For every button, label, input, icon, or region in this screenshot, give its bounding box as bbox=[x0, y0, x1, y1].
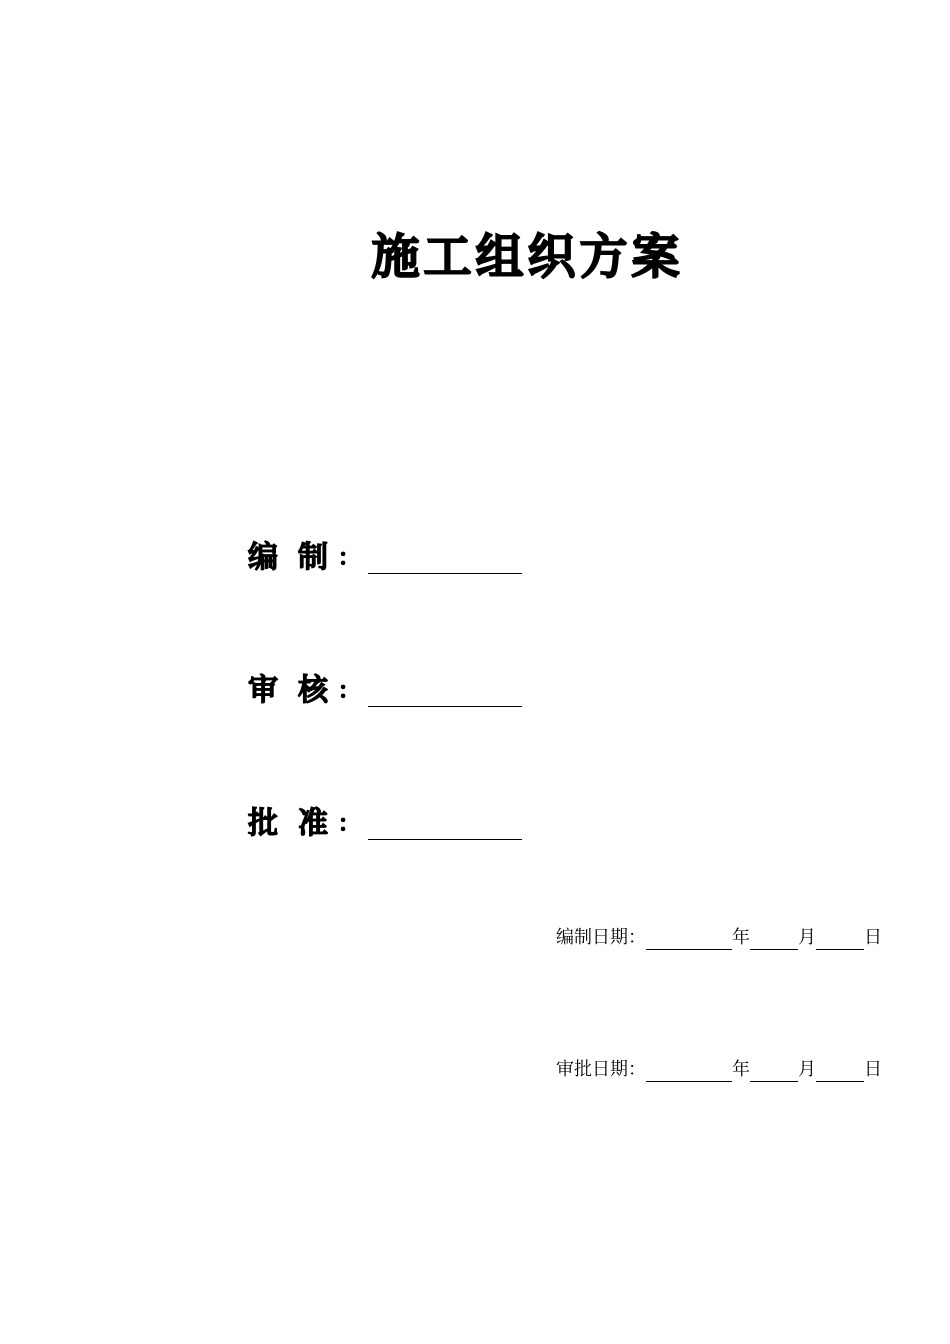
signature-label bbox=[248, 804, 361, 844]
signature-row-compiler bbox=[248, 538, 522, 578]
signature-label-char: 审 bbox=[248, 673, 278, 708]
signature-blank-line[interactable] bbox=[368, 838, 522, 840]
signature-label-char: 准 bbox=[298, 806, 328, 841]
month-blank[interactable] bbox=[750, 1061, 798, 1082]
signature-label-colon: ： bbox=[338, 811, 361, 837]
signature-label-colon: ： bbox=[338, 545, 361, 571]
approval-date-row bbox=[556, 1058, 882, 1082]
day-unit: 日 bbox=[864, 927, 882, 948]
month-unit: 月 bbox=[798, 927, 816, 948]
signature-label-char: 核 bbox=[298, 673, 328, 708]
signature-label-char: 批 bbox=[248, 806, 278, 841]
year-unit: 年 bbox=[732, 1059, 750, 1080]
day-blank[interactable] bbox=[816, 1061, 864, 1082]
month-unit: 月 bbox=[798, 1059, 816, 1080]
day-blank[interactable] bbox=[816, 929, 864, 950]
signature-label-colon: ： bbox=[338, 678, 361, 704]
signature-row-approver bbox=[248, 804, 522, 844]
signature-blank-line[interactable] bbox=[368, 572, 522, 574]
compile-date-row bbox=[556, 926, 882, 950]
year-unit: 年 bbox=[732, 927, 750, 948]
day-unit: 日 bbox=[864, 1059, 882, 1080]
document-title: 施工组织方案 bbox=[371, 229, 684, 285]
year-blank[interactable] bbox=[646, 929, 732, 950]
date-label: 审批日期： bbox=[556, 1059, 646, 1080]
year-blank[interactable] bbox=[646, 1061, 732, 1082]
signature-label-char: 制 bbox=[298, 540, 328, 575]
signature-blank-line[interactable] bbox=[368, 705, 522, 707]
signature-label bbox=[248, 671, 361, 711]
date-label: 编制日期： bbox=[556, 927, 646, 948]
signature-row-reviewer bbox=[248, 671, 522, 711]
month-blank[interactable] bbox=[750, 929, 798, 950]
signature-label-char: 编 bbox=[248, 540, 278, 575]
signature-label bbox=[248, 538, 361, 578]
